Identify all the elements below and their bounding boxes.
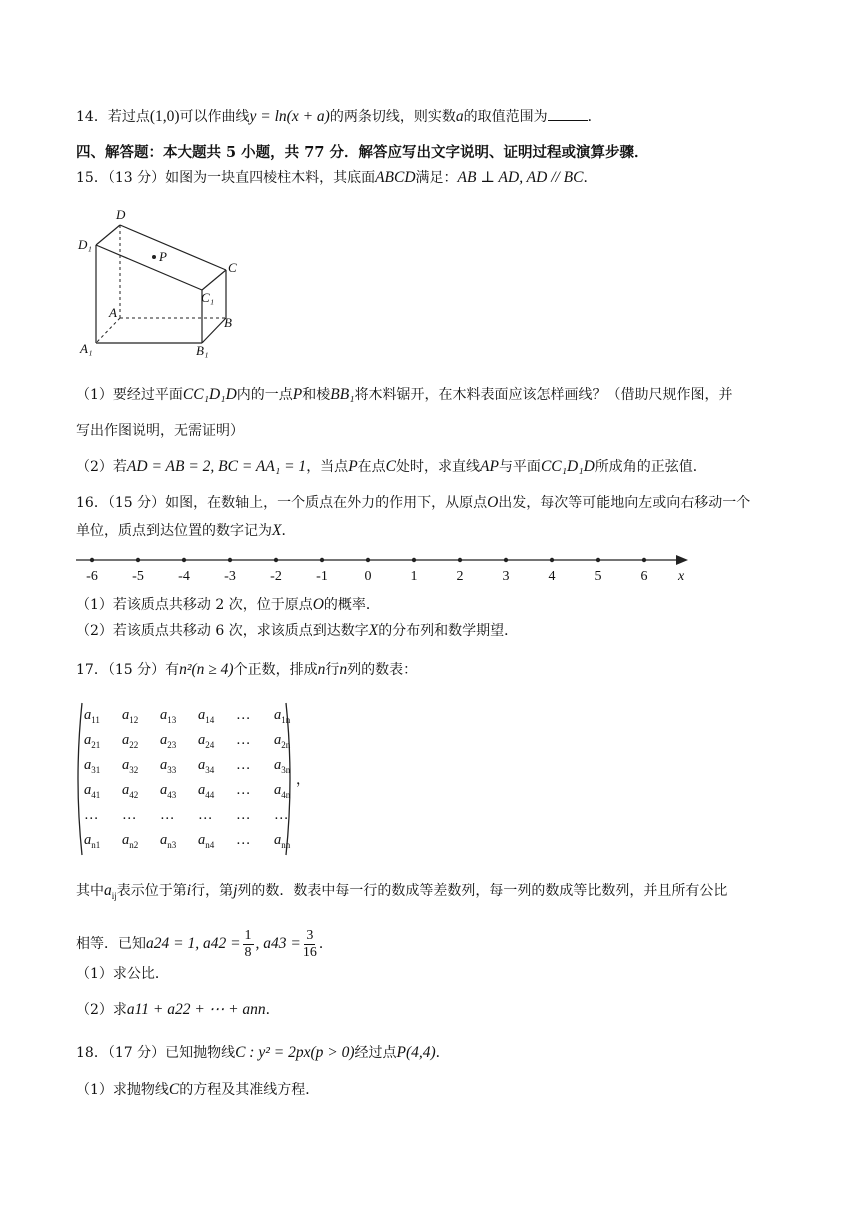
q14-text-2: 可以作曲线 <box>179 109 250 125</box>
matrix-cell: … <box>122 807 137 823</box>
q17-n-2: n <box>339 661 348 678</box>
tick-dot <box>642 558 646 562</box>
q17-desc-text-5: 相等．已知 <box>76 936 146 952</box>
q16-line1 <box>76 493 750 513</box>
q16-p1-O: O <box>312 596 324 613</box>
tick-label: 5 <box>594 569 602 584</box>
q17-intro <box>76 660 417 680</box>
section-heading: 四、解答题：本大题共 5 小题，共 77 分．解答应写出文字说明、证明过程或演算步骤． <box>76 144 649 161</box>
tick-dot <box>550 558 554 562</box>
tick-label: -5 <box>132 569 144 584</box>
q15-p1-text: （1）要经过平面 <box>76 387 183 403</box>
q15-p2-AP: AP <box>480 458 499 475</box>
q17-given-2: , a43 = <box>255 935 301 952</box>
q17-text-3: 行 <box>325 662 340 678</box>
matrix-row <box>84 807 312 824</box>
tick-label: 6 <box>640 569 648 584</box>
fraction-1-8 <box>243 928 254 961</box>
q15-p1-plane: CC₁D₁D <box>182 386 237 403</box>
q16-text: 16．（15 分）如图，在数轴上，一个质点在外力的作用下，从原点 <box>76 495 488 511</box>
matrix-cell: $a_{32}$ <box>122 757 139 775</box>
frac1-den: 8 <box>244 944 252 960</box>
q15-p2-text-4: 处时，求直线 <box>396 459 480 475</box>
q16-part2 <box>76 621 518 641</box>
label-A: A <box>109 305 117 320</box>
matrix-cell: $a_{n2}$ <box>122 832 139 850</box>
axis-label-x: x <box>678 569 685 584</box>
tick-label: 2 <box>456 569 464 584</box>
q16-X: X <box>272 522 282 539</box>
q14-line <box>76 106 602 127</box>
q17-desc2 <box>76 926 333 962</box>
tick-label: 1 <box>410 569 418 584</box>
q15-end: ． <box>583 170 598 186</box>
q15-p1-edge: BB₁ <box>330 386 355 403</box>
q18-point: P(4,4) <box>396 1044 436 1061</box>
q15-p2-P: P <box>348 458 358 475</box>
q15-p2-text-3: 在点 <box>357 459 386 475</box>
q17-aij: $a_{ij}$ <box>104 882 117 902</box>
q15-p2-text-5: 与平面 <box>498 459 541 475</box>
tick-label: -2 <box>270 569 282 584</box>
q15-part1 <box>76 385 733 405</box>
q18-p1-text-2: 的方程及其准线方程． <box>179 1082 320 1098</box>
q16-p2-text-2: 的分布列和数学期望． <box>378 623 519 639</box>
tick-dot <box>274 558 278 562</box>
q18-text-2: 经过点 <box>354 1045 397 1061</box>
label-B1: B₁ <box>196 343 209 358</box>
frac2-num: 3 <box>306 927 314 943</box>
q14-curve: y = ln(x + a) <box>249 108 330 125</box>
matrix-cell: $a_{4n}$ <box>274 782 291 800</box>
fraction-3-16 <box>303 928 317 961</box>
tick-label: -3 <box>224 569 236 584</box>
q16-p1-text-2: 的概率． <box>323 597 380 613</box>
matrix-row <box>84 732 312 750</box>
label-C: C <box>228 260 237 275</box>
q16-p2-text: （2）若该质点共移动 6 次，求该质点到达数字 <box>76 623 369 639</box>
q15-p1-text-4: 将木料锯开，在木料表面应该怎样画线？（借助尺规作图，并 <box>354 387 733 403</box>
q14-text-4: 的取值范围为 <box>463 109 548 125</box>
matrix-cell: $a_{n1}$ <box>84 832 101 850</box>
q17-text: 17．（15 分）有 <box>76 662 180 678</box>
q14-text: 14．若过点 <box>76 109 150 125</box>
tick-dot <box>366 558 370 562</box>
tick-dot <box>412 558 416 562</box>
q17-j: j <box>233 882 238 899</box>
q18-p1-text: （1）求抛物线 <box>76 1082 169 1098</box>
q17-desc-text-2: 表示位于第 <box>116 883 187 899</box>
q15-cond: AB ⊥ AD, AD // BC <box>457 169 584 186</box>
q18-intro <box>76 1043 450 1063</box>
q15-part2 <box>76 457 707 477</box>
tick-label: 3 <box>502 569 510 584</box>
matrix-cell: … <box>198 807 213 823</box>
q14-var: a <box>455 108 464 125</box>
prism-figure <box>76 205 246 365</box>
matrix-cell: … <box>236 707 251 723</box>
q17-p2-text-2: ． <box>265 1002 280 1018</box>
answer-blank[interactable] <box>548 106 588 121</box>
arrow-icon <box>676 555 688 565</box>
tick-label: 0 <box>364 569 372 584</box>
q15-text-2: 满足： <box>415 170 458 186</box>
matrix-cell: $a_{42}$ <box>122 782 139 800</box>
matrix-row <box>84 832 312 850</box>
q17-desc-text-6: ． <box>318 936 333 952</box>
q17-n: n <box>317 661 326 678</box>
label-C1: C₁ <box>201 290 215 305</box>
tick-dot <box>182 558 186 562</box>
q15-intro <box>76 168 598 188</box>
q17-i: i <box>186 882 192 899</box>
tick-label: -6 <box>86 569 98 584</box>
matrix-cell: $a_{31}$ <box>84 757 101 775</box>
matrix-cell: … <box>236 832 251 848</box>
q16-text-2: 出发，每次等可能地向左或向右移动一个 <box>498 495 751 511</box>
matrix-cell: $a_{44}$ <box>198 782 215 800</box>
matrix-cell: $a_{13}$ <box>160 707 177 725</box>
matrix-cell: $a_{34}$ <box>198 757 215 775</box>
q17-p2-sum: a11 + a22 + ⋯ + ann <box>126 1001 266 1018</box>
q15-p2-C: C <box>385 458 396 475</box>
matrix-cell: $a_{2n}$ <box>274 732 291 750</box>
matrix-cell: $a_{21}$ <box>84 732 101 750</box>
q15-p1-text-3: 和棱 <box>302 387 331 403</box>
q15-part1-line2: 写出作图说明，无需证明） <box>76 423 244 439</box>
matrix-cell: $a_{43}$ <box>160 782 177 800</box>
matrix-row <box>84 782 312 800</box>
matrix-cell: $a_{11}$ <box>84 707 100 725</box>
q15-p2-text-2: ，当点 <box>306 459 349 475</box>
tick-dot <box>90 558 94 562</box>
q16-part1 <box>76 595 380 615</box>
tick-dot <box>320 558 324 562</box>
q16-p1-text: （1）若该质点共移动 2 次，位于原点 <box>76 597 313 613</box>
matrix-cell: … <box>160 807 175 823</box>
tick-dot <box>504 558 508 562</box>
frac2-den: 16 <box>302 944 317 960</box>
label-A1: A₁ <box>80 341 93 356</box>
q15-text: 15．（13 分）如图为一块直四棱柱木料，其底面 <box>76 170 376 186</box>
q14-text-3: 的两条切线，则实数 <box>329 109 456 125</box>
q16-line2 <box>76 521 295 541</box>
matrix-cell: $a_{23}$ <box>160 732 177 750</box>
tick-label: -1 <box>316 569 328 584</box>
matrix-cell: $a_{12}$ <box>122 707 139 725</box>
matrix-row <box>84 757 312 775</box>
matrix-row <box>84 707 312 725</box>
q16-text-4: ． <box>281 523 296 539</box>
matrix-cell: $a_{3n}$ <box>274 757 291 775</box>
q17-part2 <box>76 1000 280 1020</box>
q18-text: 18．（17 分）已知抛物线 <box>76 1045 236 1061</box>
q14-point: (1,0) <box>149 108 180 125</box>
q15-p1-P: P <box>292 386 303 403</box>
tick-dot <box>596 558 600 562</box>
matrix-cell: … <box>236 732 251 748</box>
matrix-cell: $a_{41}$ <box>84 782 101 800</box>
q17-desc1 <box>76 881 727 906</box>
matrix-cell: … <box>84 807 99 823</box>
matrix-cell: … <box>274 807 289 823</box>
number-line <box>72 550 712 590</box>
q17-text-4: 列的数表： <box>347 662 418 678</box>
q17-p2-text: （2）求 <box>76 1002 127 1018</box>
q15-p2-text-6: 所成角的正弦值． <box>594 459 707 475</box>
label-D: D <box>116 207 126 222</box>
label-P: P <box>159 249 167 264</box>
q16-O: O <box>487 494 499 511</box>
matrix-cell: … <box>236 782 251 798</box>
matrix <box>74 701 294 857</box>
matrix-cell: … <box>236 807 251 823</box>
q18-C: C <box>168 1081 180 1098</box>
q15-p2-text: （2）若 <box>76 459 127 475</box>
q15-p1-text-2: 内的一点 <box>236 387 293 403</box>
matrix-cell: $a_{24}$ <box>198 732 215 750</box>
q17-text-2: 个正数，排成 <box>233 662 318 678</box>
q18-text-3: ． <box>435 1045 450 1061</box>
matrix-cell: $a_{nn}$ <box>274 832 291 850</box>
q17-desc-text-4: 列的数．数表中每一行的数成等差数列，每一列的数成等比数列，并且所有公比 <box>237 883 728 899</box>
tick-dot <box>228 558 232 562</box>
frac1-num: 1 <box>244 927 252 943</box>
q14-end: ． <box>587 109 602 125</box>
tick-label: -4 <box>178 569 190 584</box>
tick-dot <box>136 558 140 562</box>
q16-text-3: 单位，质点到达位置的数字记为 <box>76 523 272 539</box>
matrix-cell: … <box>236 757 251 773</box>
q17-part1: （1）求公比． <box>76 966 169 982</box>
matrix-cell: $a_{1n}$ <box>274 707 291 725</box>
q18-part1 <box>76 1080 319 1100</box>
q15-base: ABCD <box>375 169 416 186</box>
q17-given-1: a24 = 1, a42 = <box>146 935 241 952</box>
q16-p2-X: X <box>368 622 379 639</box>
tick-dot <box>458 558 462 562</box>
matrix-cell: $a_{n4}$ <box>198 832 215 850</box>
q17-desc-text: 其中 <box>76 883 104 899</box>
matrix-cell: $a_{14}$ <box>198 707 215 725</box>
q17-n2: n²(n ≥ 4) <box>179 661 234 678</box>
matrix-cell: $a_{22}$ <box>122 732 139 750</box>
matrix-cell: $a_{n3}$ <box>160 832 177 850</box>
label-B: B <box>224 315 232 330</box>
q15-p2-plane: CC₁D₁D <box>540 458 595 475</box>
q17-desc-text-3: 行，第 <box>191 883 234 899</box>
label-D1: D₁ <box>78 237 92 252</box>
q18-eq: C : y² = 2px(p > 0) <box>235 1044 355 1061</box>
matrix-comma: ， <box>296 772 310 788</box>
tick-label: 4 <box>548 569 556 584</box>
q15-p2-cond: AD = AB = 2, BC = AA₁ = 1 <box>126 458 307 475</box>
matrix-cell: $a_{33}$ <box>160 757 177 775</box>
